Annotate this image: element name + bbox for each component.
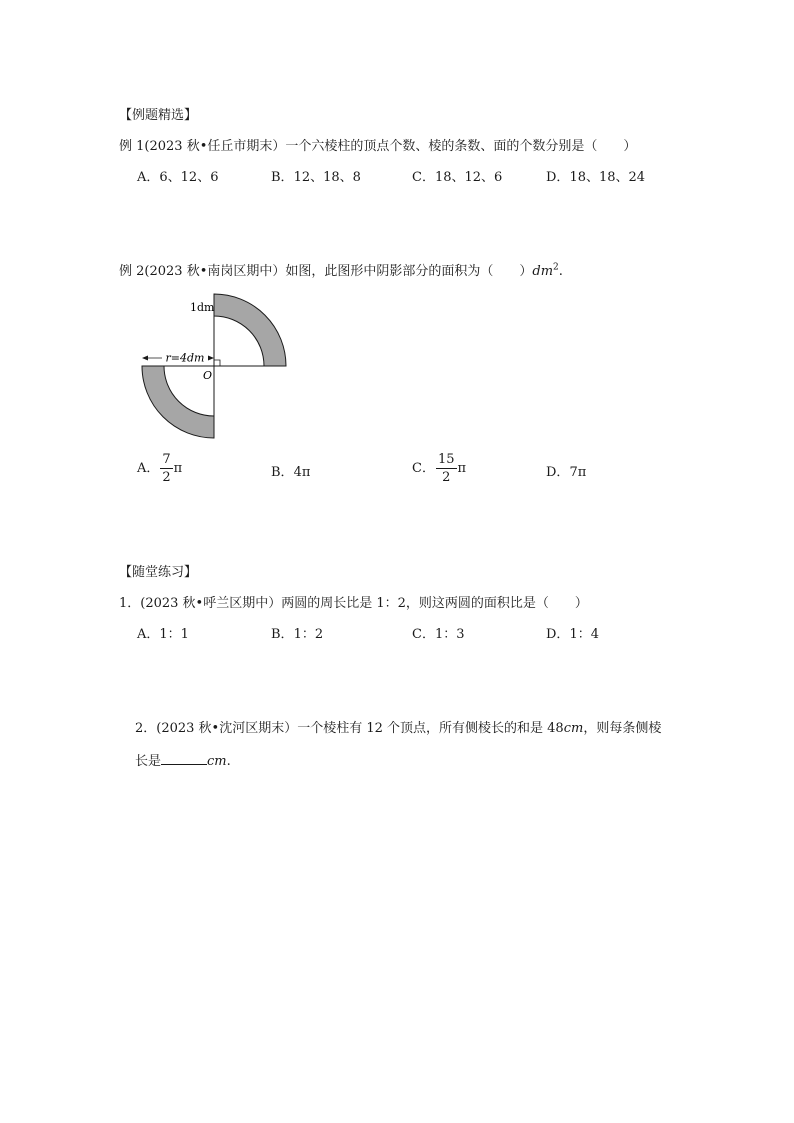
center-label: O (203, 369, 213, 382)
option-c[interactable]: C．1：3 (412, 627, 465, 642)
fraction: $\frac{15}{2}$ (437, 452, 455, 485)
option-b[interactable]: B．1：2 (271, 627, 324, 642)
question-2-line-1: 2．(2023 秋•沈河区期末）一个棱柱有 12 个顶点，所有侧棱长的和是 48cm，则每条侧棱 (135, 721, 662, 736)
option-d[interactable]: D．18、18、24 (546, 170, 646, 185)
fraction: $\frac{7}{2}$ (162, 452, 171, 485)
option-a[interactable]: A．1：1 (137, 627, 189, 642)
radius-label: r=4dm (165, 351, 205, 365)
example-2-question: 例 2(2023 秋•南岗区期中）如图，此图形中阴影部分的面积为（ ）$dm^2$. (119, 262, 563, 279)
option-a[interactable]: A．6、12、6 (137, 170, 219, 185)
section-title-examples: 【例题精选】 (119, 108, 198, 123)
example-1-question: 例 1(2023 秋•任丘市期末）一个六棱柱的顶点个数、棱的条数、面的个数分别是（ ） (119, 139, 637, 154)
radius-arrow-right (208, 356, 214, 361)
option-d[interactable]: D．7π (546, 465, 587, 480)
section-title-practice: 【随堂练习】 (119, 565, 198, 580)
option-b[interactable]: B．4π (271, 465, 311, 480)
option-b[interactable]: B．12、18、8 (271, 170, 361, 185)
radius-arrow-left (142, 356, 148, 361)
question-1: 1．(2023 秋•呼兰区期中）两圆的周长比是 1：2，则这两圆的面积比是（ ） (119, 596, 588, 611)
option-d[interactable]: D．1：4 (546, 627, 599, 642)
option-c[interactable]: C．18、12、6 (412, 170, 503, 185)
width-label: 1dm (190, 301, 215, 314)
quarter-ring-figure (120, 288, 300, 448)
option-a[interactable]: A． $\frac{7}{2}$ π (137, 452, 183, 485)
answer-blank[interactable] (161, 752, 207, 765)
right-angle-mark (214, 360, 220, 366)
option-c[interactable]: C． $\frac{15}{2}$ π (412, 452, 467, 485)
upper-shaded-ring (214, 294, 286, 366)
question-2-line-2: 长是 cm. (135, 754, 231, 769)
